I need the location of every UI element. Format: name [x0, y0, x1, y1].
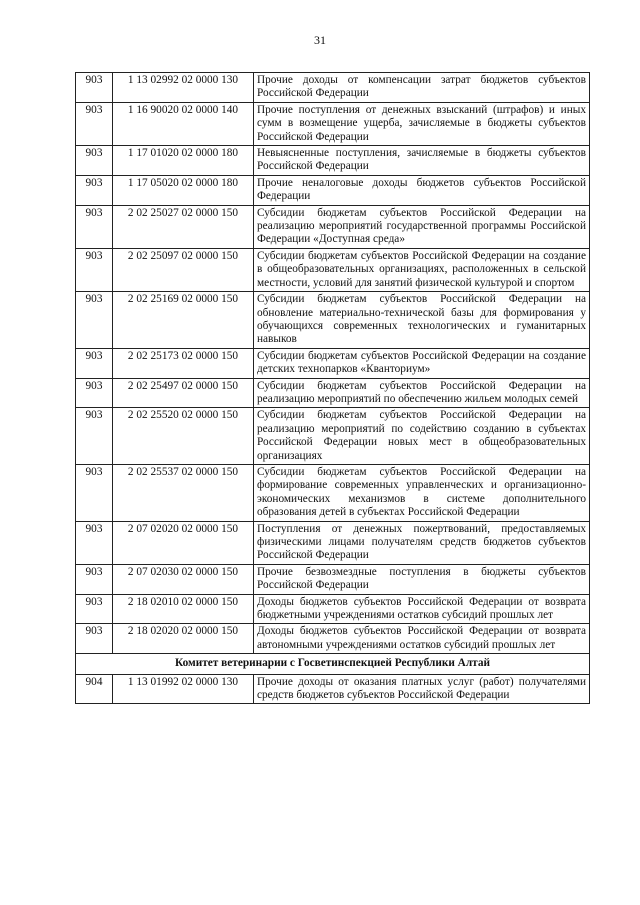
revenue-name-cell: Доходы бюджетов субъектов Российской Федерации от возврата автономными учреждениями остатков субсидий прошлых лет [254, 624, 590, 654]
admin-code-cell: 903 [76, 292, 113, 349]
revenue-name-cell: Прочие безвозмездные поступления в бюджеты субъектов Российской Федерации [254, 564, 590, 594]
budget-code-cell: 2 02 25097 02 0000 150 [113, 248, 254, 291]
admin-code-cell: 903 [76, 102, 113, 145]
revenue-table [75, 72, 590, 704]
budget-code-cell: 2 18 02020 02 0000 150 [113, 624, 254, 654]
admin-code-cell: 903 [76, 205, 113, 248]
table-row [76, 464, 590, 521]
budget-code-cell: 1 13 01992 02 0000 130 [113, 674, 254, 704]
budget-code-cell: 2 18 02010 02 0000 150 [113, 594, 254, 624]
admin-code-cell: 903 [76, 594, 113, 624]
revenue-name-cell: Субсидии бюджетам субъектов Российской Федерации на формирование современных управленческих и организационно-экономических механизмов в системе дополнительного образования детей в субъектах Российской Федерации [254, 464, 590, 521]
budget-code-cell: 2 07 02030 02 0000 150 [113, 564, 254, 594]
admin-code-cell: 903 [76, 564, 113, 594]
budget-code-cell: 2 07 02020 02 0000 150 [113, 521, 254, 564]
table-row [76, 521, 590, 564]
table-row [76, 674, 590, 704]
admin-code-cell: 903 [76, 73, 113, 103]
admin-code-cell: 904 [76, 674, 113, 704]
admin-code-cell: 903 [76, 175, 113, 205]
table-row [76, 205, 590, 248]
budget-code-cell: 2 02 25027 02 0000 150 [113, 205, 254, 248]
revenue-name-cell: Прочие неналоговые доходы бюджетов субъектов Российской Федерации [254, 175, 590, 205]
budget-code-cell: 1 13 02992 02 0000 130 [113, 73, 254, 103]
table-row [76, 175, 590, 205]
budget-code-cell: 1 17 01020 02 0000 180 [113, 146, 254, 176]
table-row [76, 408, 590, 465]
table-row [76, 594, 590, 624]
revenue-name-cell: Прочие поступления от денежных взысканий (штрафов) и иных сумм в возмещение ущерба, зачисляемые в бюджеты субъектов Российской Федерации [254, 102, 590, 145]
revenue-name-cell: Прочие доходы от компенсации затрат бюджетов субъектов Российской Федерации [254, 73, 590, 103]
revenue-name-cell: Субсидии бюджетам субъектов Российской Федерации на реализацию мероприятий государственной программы Российской Федерации «Доступная среда» [254, 205, 590, 248]
revenue-name-cell: Прочие доходы от оказания платных услуг (работ) получателями средств бюджетов субъектов Российской Федерации [254, 674, 590, 704]
revenue-name-cell: Субсидии бюджетам субъектов Российской Федерации на реализацию мероприятий по содействию созданию в субъектах Российской Федерации новых мест в общеобразовательных организациях [254, 408, 590, 465]
revenue-name-cell: Субсидии бюджетам субъектов Российской Федерации на обновление материально-технической базы для формирования у обучающихся современных технологических и гуманитарных навыков [254, 292, 590, 349]
revenue-name-cell: Субсидии бюджетам субъектов Российской Федерации на реализацию мероприятий по обеспечению жильем молодых семей [254, 378, 590, 408]
budget-code-cell: 1 17 05020 02 0000 180 [113, 175, 254, 205]
admin-code-cell: 903 [76, 348, 113, 378]
table-row [76, 292, 590, 349]
table-row [76, 73, 590, 103]
admin-code-cell: 903 [76, 464, 113, 521]
admin-code-cell: 903 [76, 248, 113, 291]
revenue-name-cell: Невыясненные поступления, зачисляемые в бюджеты субъектов Российской Федерации [254, 146, 590, 176]
section-header-row [76, 654, 590, 674]
table-row [76, 248, 590, 291]
admin-code-cell: 903 [76, 624, 113, 654]
table-row [76, 624, 590, 654]
admin-code-cell: 903 [76, 408, 113, 465]
table-row [76, 146, 590, 176]
revenue-name-cell: Субсидии бюджетам субъектов Российской Федерации на создание детских технопарков «Кванториум» [254, 348, 590, 378]
budget-code-cell: 2 02 25169 02 0000 150 [113, 292, 254, 349]
admin-code-cell: 903 [76, 521, 113, 564]
page-number: 31 [314, 33, 326, 47]
admin-code-cell: 903 [76, 378, 113, 408]
revenue-name-cell: Доходы бюджетов субъектов Российской Федерации от возврата бюджетными учреждениями остатков субсидий прошлых лет [254, 594, 590, 624]
budget-code-cell: 2 02 25537 02 0000 150 [113, 464, 254, 521]
table-row [76, 564, 590, 594]
budget-code-cell: 2 02 25173 02 0000 150 [113, 348, 254, 378]
table-row [76, 348, 590, 378]
budget-code-cell: 1 16 90020 02 0000 140 [113, 102, 254, 145]
revenue-name-cell: Поступления от денежных пожертвований, предоставляемых физическими лицами получателям средств бюджетов субъектов Российской Федерации [254, 521, 590, 564]
section-header: Комитет ветеринарии с Госветинспекцией Республики Алтай [76, 654, 590, 674]
table-row [76, 378, 590, 408]
admin-code-cell: 903 [76, 146, 113, 176]
budget-code-cell: 2 02 25520 02 0000 150 [113, 408, 254, 465]
table-row [76, 102, 590, 145]
budget-code-cell: 2 02 25497 02 0000 150 [113, 378, 254, 408]
revenue-name-cell: Субсидии бюджетам субъектов Российской Федерации на создание в общеобразовательных организациях, расположенных в сельской местности, условий для занятий физической культурой и спортом [254, 248, 590, 291]
